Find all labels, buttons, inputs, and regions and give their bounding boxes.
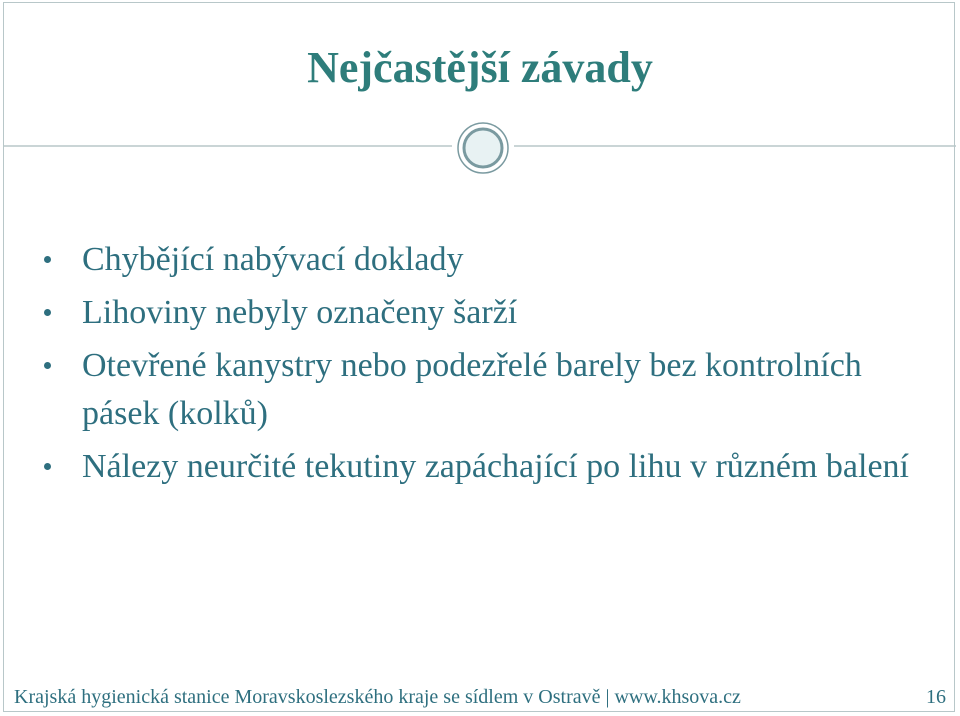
bullet-item <box>40 236 940 284</box>
bullet-dot-icon <box>44 256 51 263</box>
bullet-item <box>40 289 940 337</box>
bullet-text: Nálezy neurčité tekutiny zapáchající po lihu v různém balení <box>82 448 909 485</box>
bullet-item <box>40 443 940 491</box>
bullet-dot-icon <box>44 362 51 369</box>
bullet-text: Otevřené kanystry nebo podezřelé barely bez kontrolních pásek (kolků) <box>82 347 862 432</box>
bullet-text: Lihoviny nebyly označeny šarží <box>82 294 518 331</box>
footer-text: Krajská hygienická stanice Moravskoslezského kraje se sídlem v Ostravě | www.khsova.cz <box>14 686 741 708</box>
slide-footer <box>0 682 960 712</box>
page-number: 16 <box>926 686 946 708</box>
bullet-dot-icon <box>44 463 51 470</box>
bullet-text: Chybějící nabývací doklady <box>82 241 464 278</box>
bullet-dot-icon <box>44 309 51 316</box>
bullet-item <box>40 342 940 438</box>
title-divider <box>0 120 960 180</box>
bullet-list <box>40 236 940 496</box>
slide-title: Nejčastější závady <box>307 43 653 92</box>
divider-circle-inner <box>464 129 502 167</box>
